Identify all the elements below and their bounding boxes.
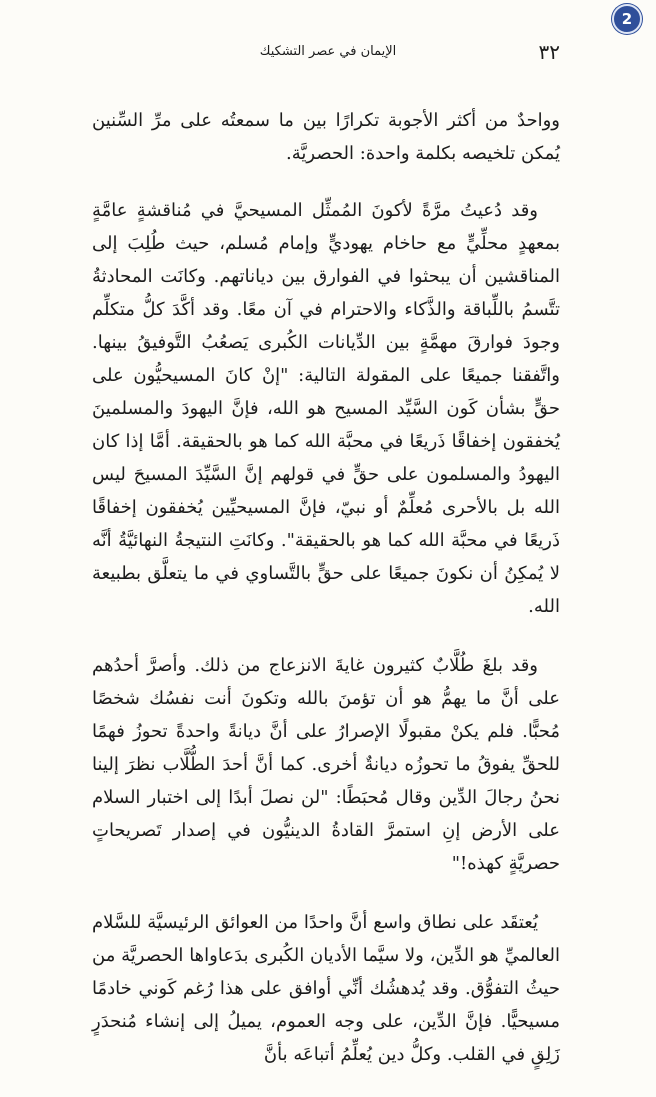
running-header <box>96 40 560 70</box>
paragraph: يُعتقَد على نطاق واسع أنَّ واحدًا من العوائق الرئيسيَّة للسَّلام العالميِّ هو الدِّين، ولا سيَّما الأديان الكُبرى بدَعاواها الحصريَّة من حيثُ التفوُّق. وقد يُدهشُك أنِّي أوافق على هذا رُغم كَوني خادمًا مسيحيًّا. فإنَّ الدِّين، على وجه العموم، يميلُ إلى إنشاء مُنحدَرٍ زَلِقٍ في القلب. وكلُّ دين يُعلِّمُ أتباعَه بأنَّ <box>92 912 560 1065</box>
paragraph: وواحدٌ من أكثر الأجوبة تكرارًا بين ما سمعتُه على مرِّ السِّنين يُمكن تلخيصه بكلمة واحدة: الحصريَّة. <box>92 110 560 164</box>
paragraph: وقد بلغَ طُلَّابٌ كثيرون غايةَ الانزعاج من ذلك. وأصرَّ أحدُهم على أنَّ ما يهمُّ هو أن تؤمنَ بالله وتكونَ أنت نفسُك شخصًا مُحبًّا. فلم يكنْ مقبولًا الإصرارُ على أنَّ ديانةً واحدةً تحوزُ فهمًا للحقِّ يفوقُ ما تحوزُه ديانةٌ أخرى. كما أنَّ أحدَ الطُّلَّاب نظرَ إلينا نحنُ رجالَ الدِّين وقال مُحبَطًا: "لن نصلَ أبدًا إلى اختبار السلام على الأرض إنِ استمرَّ القادةُ الدينيُّون في إصدار تَصريحاتٍ حصريَّةٍ كهذه!" <box>92 655 560 874</box>
page-number: ٣٢ <box>538 40 560 64</box>
page-badge: 2 <box>612 4 642 34</box>
body-text <box>92 104 560 1097</box>
book-title: الإيمان في عصر التشكيك <box>259 44 397 59</box>
paragraph: وقد دُعيتُ مرَّةً لأكونَ المُمثِّل المسيحيَّ في مُناقشةٍ عامَّةٍ بمعهدٍ محلِّيٍّ مع حاخام يهوديٍّ وإمام مُسلم، حيث طُلِبَ إلى المناقشين أن يبحثوا في الفوارق بين دياناتهم. وكانَت المحادثةُ تتَّسمُ باللِّباقة والذَّكاء والاحترام في آن معًا. وقد أكَّدَ كلُّ متكلِّم وجودَ فوارقَ مهمَّةٍ بين الدِّيانات الكُبرى يَصعُبُ التَّوفيقُ بينها. واتَّفقنا جميعًا على المقولة التالية: "إنْ كانَ المسيحيُّون على حقٍّ بشأن كَون السَّيِّد المسيح هو الله، فإنَّ اليهودَ والمسلمينَ يُخفقون إخفاقًا ذَريعًا في محبَّة الله كما هو بالحقيقة. أمَّا إذا كان اليهودُ والمسلمون على حقٍّ في قولهم إنَّ السَّيِّدَ المسيحَ ليس الله بل بالأحرى مُعلِّمٌ أو نبيّ، فإنَّ المسيحيِّين يُخفقون إخفاقًا ذَريعًا في محبَّة الله كما هو بالحقيقة". وكانَتِ النتيجةُ النهائيَّةُ أنَّه لا يُمكِنُ أن نكونَ جميعًا على حقٍّ بالتَّساوي في ما يتعلَّق بطبيعة الله. <box>92 200 560 617</box>
